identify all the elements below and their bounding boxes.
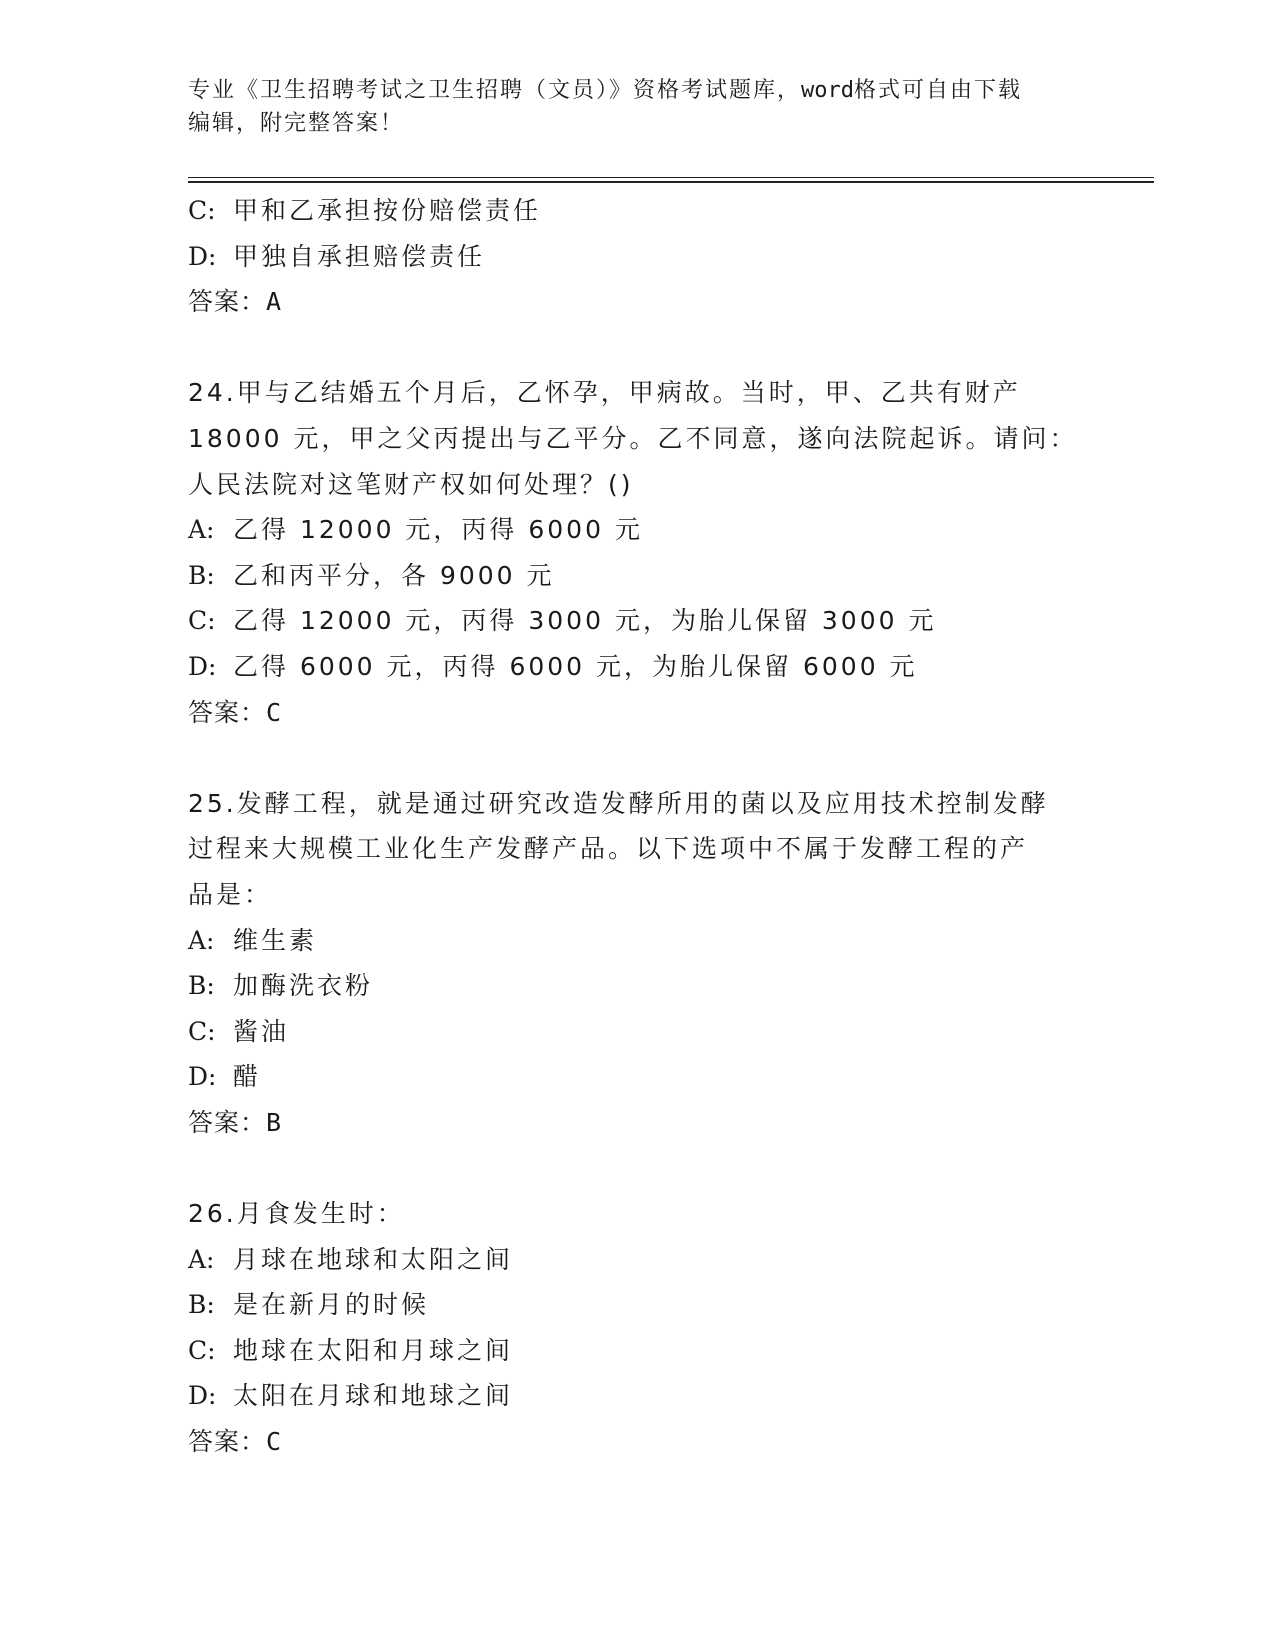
option-d — [188, 1373, 1088, 1419]
option-d — [188, 644, 1088, 690]
option-letter: C: — [188, 606, 216, 636]
question-stem-line: 25.发酵工程，就是通过研究改造发酵所用的菌以及应用技术控制发酵 — [188, 788, 1049, 818]
option-text: 乙和丙平分，各 9000 元 — [233, 560, 555, 590]
question-26 — [188, 1191, 1088, 1465]
header-line-1-prefix: 专业《卫生招聘考试之卫生招聘（文员）》资格考试题库， — [188, 78, 802, 103]
option-text: 维生素 — [233, 925, 318, 955]
header-divider-thin — [188, 177, 1154, 178]
answer-label: 答案： — [188, 1427, 267, 1457]
header-line-1 — [188, 74, 1088, 107]
option-a — [188, 507, 1088, 553]
option-letter: A: — [188, 925, 215, 955]
question-content — [188, 188, 1088, 1465]
prev-question-block — [188, 188, 1088, 325]
option-d — [188, 1054, 1088, 1100]
option-b — [188, 963, 1088, 1009]
question-stem-line: 26.月食发生时： — [188, 1199, 405, 1229]
header-line-2: 编辑，附完整答案！ — [188, 111, 405, 136]
spacer — [188, 1145, 1088, 1191]
answer-value: C — [266, 697, 283, 727]
header-word-label: word — [801, 78, 854, 103]
option-letter: A: — [188, 1244, 215, 1274]
answer-value: B — [266, 1107, 283, 1137]
option-letter: C: — [188, 1016, 216, 1046]
header-line-1-suffix: 格式可自由下载 — [854, 78, 1023, 103]
option-c — [188, 1009, 1088, 1055]
option-text: 乙得 12000 元，丙得 3000 元，为胎儿保留 3000 元 — [233, 606, 937, 636]
option-text: 加酶洗衣粉 — [233, 971, 374, 1001]
option-d — [188, 234, 1088, 280]
option-text: 太阳在月球和地球之间 — [233, 1381, 514, 1411]
option-c — [188, 188, 1088, 234]
option-letter: D: — [188, 241, 217, 271]
option-letter: B: — [188, 560, 215, 590]
header-divider-thick — [188, 181, 1154, 183]
option-text: 醋 — [233, 1062, 262, 1092]
answer-value: A — [266, 287, 283, 317]
question-stem-line: 过程来大规模工业化生产发酵产品。以下选项中不属于发酵工程的产 — [188, 834, 1029, 864]
spacer — [188, 735, 1088, 781]
question-stem-line: 人民法院对这笔财产权如何处理？() — [188, 469, 634, 499]
answer-line — [188, 1100, 1088, 1146]
question-stem-line: 18000 元，甲之父丙提出与乙平分。乙不同意，遂向法院起诉。请问： — [188, 423, 1078, 453]
option-text: 乙得 12000 元，丙得 6000 元 — [233, 515, 643, 545]
spacer — [188, 325, 1088, 371]
option-letter: D: — [188, 1062, 217, 1092]
answer-line — [188, 279, 1088, 325]
option-a — [188, 918, 1088, 964]
answer-label: 答案： — [188, 1107, 267, 1137]
question-25 — [188, 781, 1088, 1146]
option-text: 月球在地球和太阳之间 — [233, 1244, 514, 1274]
answer-line — [188, 1419, 1088, 1465]
option-b — [188, 1282, 1088, 1328]
option-letter: C: — [188, 196, 216, 225]
option-text: 地球在太阳和月球之间 — [233, 1335, 514, 1365]
option-text: 甲和乙承担按份赔偿责任 — [233, 196, 542, 225]
answer-label: 答案： — [188, 697, 267, 727]
question-stem-line: 品是： — [188, 879, 273, 909]
question-24 — [188, 370, 1088, 735]
option-letter: B: — [188, 1290, 215, 1320]
option-text: 甲独自承担赔偿责任 — [233, 241, 486, 271]
option-a — [188, 1237, 1088, 1283]
option-text: 乙得 6000 元，丙得 6000 元，为胎儿保留 6000 元 — [233, 651, 918, 681]
option-letter: C: — [188, 1335, 216, 1365]
option-letter: A: — [188, 515, 215, 545]
option-b — [188, 553, 1088, 599]
option-letter: D: — [188, 1381, 217, 1411]
option-c — [188, 598, 1088, 644]
option-text: 酱油 — [233, 1016, 290, 1046]
option-letter: D: — [188, 651, 217, 681]
document-header — [188, 74, 1088, 140]
option-letter: B: — [188, 971, 215, 1001]
answer-value: C — [266, 1427, 283, 1457]
question-stem-line: 24.甲与乙结婚五个月后，乙怀孕，甲病故。当时，甲、乙共有财产 — [188, 378, 1021, 408]
answer-line — [188, 690, 1088, 736]
option-c — [188, 1328, 1088, 1374]
option-text: 是在新月的时候 — [233, 1290, 430, 1320]
answer-label: 答案： — [188, 287, 267, 317]
